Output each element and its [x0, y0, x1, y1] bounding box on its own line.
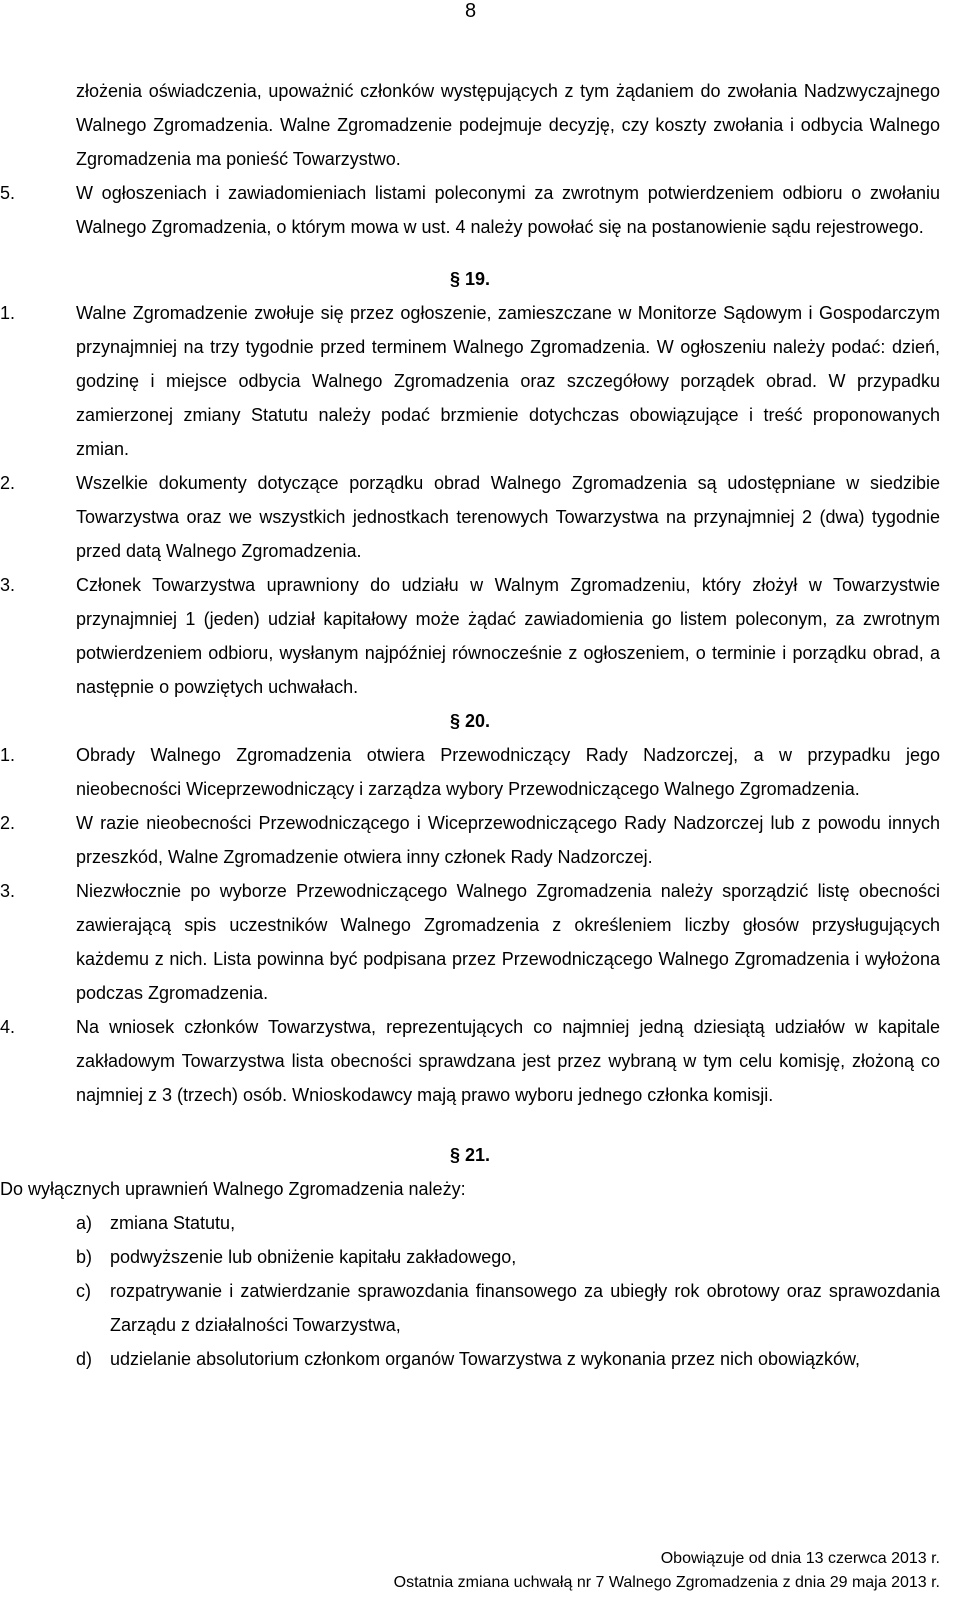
item-text: Na wniosek członków Towarzystwa, reprezentujących co najmniej jedną dziesiątą udziałów w kapitale zakładowym Towarzystwa lista obecności sprawdzana jest przez wybraną w tym celu komisję, złożoną co najmniej z 3 (trzech) osób. Wnioskodawcy mają prawo wyboru jednego członka komisji. — [76, 1017, 940, 1105]
footer-last-change: Ostatnia zmiana uchwałą nr 7 Walnego Zgromadzenia z dnia 29 maja 2013 r. — [393, 1574, 940, 1591]
list-item — [0, 466, 940, 568]
footer-effective-date: Obowiązuje od dnia 13 czerwca 2013 r. — [660, 1550, 940, 1567]
item-text: Niezwłocznie po wyborze Przewodniczącego Walnego Zgromadzenia należy sporządzić listę obecności zawierającą spis uczestników Walnego Zgromadzenia z określeniem liczby głosów przysługujących każdemu z nich. Lista powinna być podpisana przez Przewodniczącego Walnego Zgromadzenia i wyłożona podczas Zgromadzenia. — [76, 881, 940, 1003]
item-text: udzielanie absolutorium członkom organów Towarzystwa z wykonania przez nich obowiązków, — [110, 1349, 861, 1369]
item-number: 1. — [0, 303, 16, 323]
item-text: rozpatrywanie i zatwierdzanie sprawozdania finansowego za ubiegły rok obrotowy oraz sprawozdania Zarządu z działalności Towarzystwa, — [110, 1281, 940, 1335]
item-number: 3. — [0, 575, 16, 595]
section-heading-21: § 21. — [449, 1145, 491, 1165]
list-item — [0, 1342, 940, 1376]
section-heading-19: § 19. — [449, 269, 491, 289]
section-intro: Do wyłącznych uprawnień Walnego Zgromadzenia należy: — [0, 1179, 466, 1199]
item-text: zmiana Statutu, — [110, 1213, 236, 1233]
item-letter: a) — [76, 1213, 93, 1233]
item-number: 3. — [0, 881, 16, 901]
item-number: 2. — [0, 813, 16, 833]
list-item — [0, 296, 940, 466]
document-body — [0, 74, 940, 1376]
item-number: 5. — [0, 183, 16, 203]
list-item — [0, 874, 940, 1010]
item-letter: c) — [76, 1281, 91, 1301]
list-item — [0, 1274, 940, 1342]
item-text: W ogłoszeniach i zawiadomieniach listami poleconymi za zwrotnym potwierdzeniem odbioru o zwołaniu Walnego Zgromadzenia, o którym mowa w ust. 4 należy powołać się na postanowienie sądu rejestrowego. — [76, 183, 940, 237]
item-text: W razie nieobecności Przewodniczącego i Wiceprzewodniczącego Rady Nadzorczej lub z powodu innych przeszkód, Walne Zgromadzenie otwiera inny członek Rady Nadzorczej. — [76, 813, 940, 867]
item-text: Walne Zgromadzenie zwołuje się przez ogłoszenie, zamieszczane w Monitorze Sądowym i Gospodarczym przynajmniej na trzy tygodnie przed terminem Walnego Zgromadzenia. W ogłoszeniu należy podać: dzień, godzinę i miejsce odbycia Walnego Zgromadzenia oraz szczegółowy porządek obrad. W przypadku zamierzonej zmiany Statutu należy podać brzmienie dotychczas obowiązujące i treść proponowanych zmian. — [76, 303, 940, 459]
item-text: Obrady Walnego Zgromadzenia otwiera Przewodniczący Rady Nadzorczej, a w przypadku jego nieobecności Wiceprzewodniczący i zarządza wybory Przewodniczącego Walnego Zgromadzenia. — [76, 745, 940, 799]
list-item — [0, 1240, 940, 1274]
list-item — [0, 806, 940, 874]
item-text: podwyższenie lub obniżenie kapitału zakładowego, — [110, 1247, 517, 1267]
continuation-paragraph: złożenia oświadczenia, upoważnić członków występujących z tym żądaniem do zwołania Nadzwyczajnego Walnego Zgromadzenia. Walne Zgromadzenie podejmuje decyzję, czy koszty zwołania i odbycia Walnego Zgromadzenia ma ponieść Towarzystwo. — [76, 81, 940, 169]
item-number: 4. — [0, 1017, 16, 1037]
list-item — [0, 176, 940, 244]
item-letter: b) — [76, 1247, 93, 1267]
list-item — [0, 1010, 940, 1112]
item-letter: d) — [76, 1349, 93, 1369]
list-item — [0, 738, 940, 806]
item-text: Członek Towarzystwa uprawniony do udziału w Walnym Zgromadzeniu, który złożył w Towarzystwie przynajmniej 1 (jeden) udział kapitałowy może żądać zawiadomienia go listem poleconym, za zwrotnym potwierdzeniem odbioru, wysłanym najpóźniej równocześnie z ogłoszeniem, o terminie i porządku obrad, a następnie o powziętych uchwałach. — [76, 575, 940, 697]
item-number: 2. — [0, 473, 16, 493]
page-number: 8 — [465, 0, 477, 22]
list-item — [0, 568, 940, 704]
section-heading-20: § 20. — [449, 711, 491, 731]
item-text: Wszelkie dokumenty dotyczące porządku obrad Walnego Zgromadzenia są udostępniane w siedzibie Towarzystwa oraz we wszystkich jednostkach terenowych Towarzystwa na przynajmniej 2 (dwa) tygodnie przed datą Walnego Zgromadzenia. — [76, 473, 940, 561]
list-item — [0, 1206, 940, 1240]
item-number: 1. — [0, 745, 16, 765]
